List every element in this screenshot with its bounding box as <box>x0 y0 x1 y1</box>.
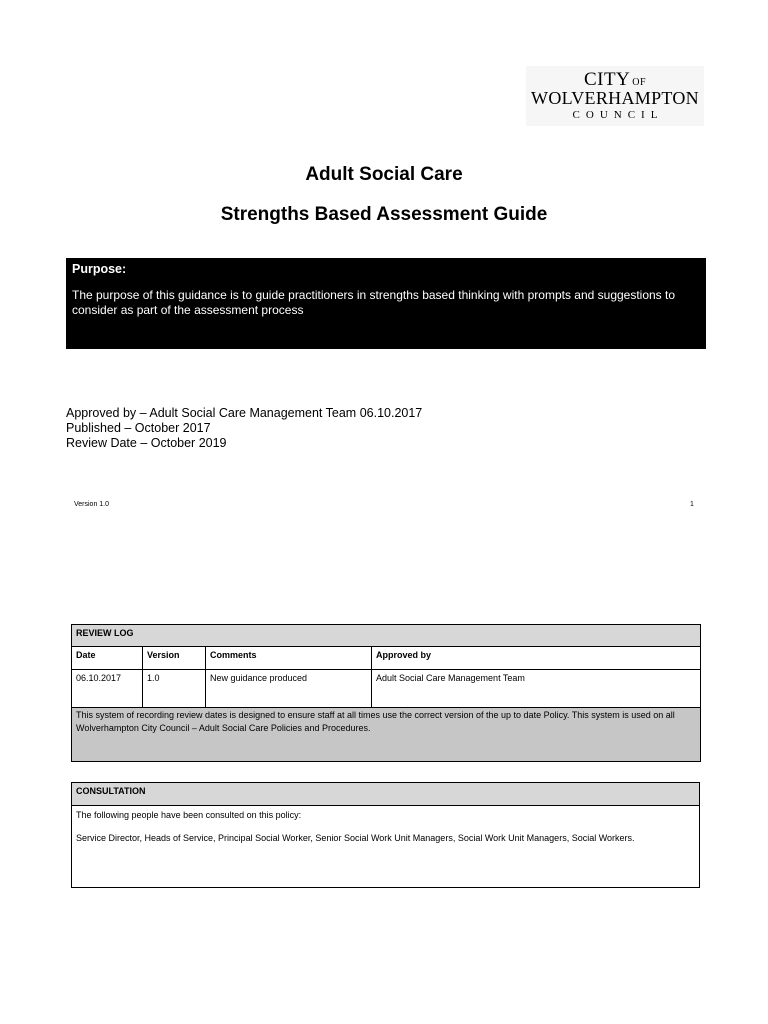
logo-council: COUNCIL <box>572 109 664 121</box>
cell-approved-by: Adult Social Care Management Team <box>372 670 701 708</box>
header-approved-by: Approved by <box>372 647 701 670</box>
table-row <box>72 670 701 708</box>
document-meta <box>66 406 422 451</box>
cell-version: 1.0 <box>143 670 206 708</box>
review-log-note: This system of recording review dates is designed to ensure staff at all times use the correct version of the up to date Policy. This system is used on all Wolverhampton City Council – Adult Social Care Policies and Procedures. <box>72 708 701 762</box>
cell-comments: New guidance produced <box>206 670 372 708</box>
consultation-table <box>71 782 700 888</box>
purpose-text: The purpose of this guidance is to guide practitioners in strengths based thinking with prompts and suggestions to consider as part of the assessment process <box>72 288 676 317</box>
footer-page-number: 1 <box>690 501 694 508</box>
logo-city: CITY <box>583 69 631 90</box>
page-subtitle: Strengths Based Assessment Guide <box>220 204 548 225</box>
approved-by: Approved by – Adult Social Care Management Team 06.10.2017 <box>66 406 423 420</box>
purpose-heading: Purpose: <box>72 262 127 276</box>
council-logo <box>526 66 704 126</box>
logo-of: OF <box>632 77 647 88</box>
review-log-title: REVIEW LOG <box>72 625 701 647</box>
logo-wolverhampton: WOLVERHAMPTON <box>531 88 699 108</box>
header-comments: Comments <box>206 647 372 670</box>
consultation-people: Service Director, Heads of Service, Principal Social Worker, Senior Social Work Unit Managers, Social Work Unit Managers, Social Workers. <box>76 833 635 843</box>
page-title: Adult Social Care <box>305 164 463 185</box>
published-date: Published – October 2017 <box>66 421 211 435</box>
review-date: Review Date – October 2019 <box>66 436 227 450</box>
header-date: Date <box>72 647 143 670</box>
consultation-intro: The following people have been consulted on this policy: <box>76 810 302 820</box>
consultation-body <box>72 806 700 888</box>
review-log-table <box>71 624 701 762</box>
footer-version: Version 1.0 <box>74 501 110 508</box>
header-version: Version <box>143 647 206 670</box>
purpose-box <box>66 258 706 349</box>
consultation-title: CONSULTATION <box>72 783 700 806</box>
cell-date: 06.10.2017 <box>72 670 143 708</box>
